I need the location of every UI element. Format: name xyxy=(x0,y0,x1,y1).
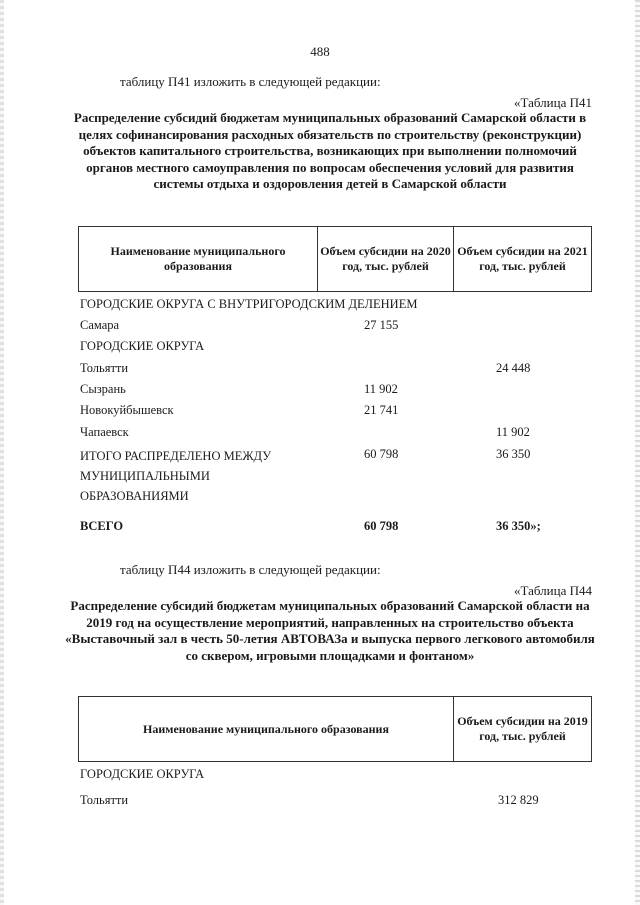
row-value-2019: 312 829 xyxy=(498,793,539,807)
row-name: Тольятти xyxy=(80,361,129,375)
header-2019: Объем субсидии на 2019 год, тыс. рублей xyxy=(453,697,591,761)
table-row xyxy=(80,792,128,808)
section2-table-header xyxy=(78,696,592,762)
row-name: Тольятти xyxy=(80,793,129,807)
section2-table-label: «Таблица П44 xyxy=(514,583,592,598)
row-name: ИТОГО РАСПРЕДЕЛЕНО МЕЖДУ МУНИЦИПАЛЬНЫМИ ОБРАЗОВАНИЯМИ xyxy=(80,449,272,503)
row-name: ГОРОДСКИЕ ОКРУГА С ВНУТРИГОРОДСКИМ ДЕЛЕНИЕМ xyxy=(80,297,418,311)
table-row xyxy=(80,402,174,418)
table-row xyxy=(80,766,204,782)
row-value-2021: 36 350 xyxy=(496,447,531,461)
scan-edge-left xyxy=(0,0,4,905)
row-value-2020: 21 741 xyxy=(364,403,399,417)
row-name: ВСЕГО xyxy=(80,519,124,533)
row-value-2020: 60 798 xyxy=(364,447,399,461)
table-row xyxy=(80,360,128,376)
header-2021: Объем субсидии на 2021 год, тыс. рублей xyxy=(453,227,591,291)
section2-intro: таблицу П44 изложить в следующей редакции: xyxy=(120,562,381,577)
table-row xyxy=(80,317,119,333)
row-value-2020: 11 902 xyxy=(364,382,398,396)
table-row-total xyxy=(80,518,123,534)
section1-intro: таблицу П41 изложить в следующей редакции: xyxy=(120,74,381,89)
table-row xyxy=(80,338,204,354)
row-name: Сызрань xyxy=(80,382,126,396)
table-row xyxy=(80,446,320,506)
row-name: ГОРОДСКИЕ ОКРУГА xyxy=(80,339,205,353)
page-number: 488 xyxy=(310,44,330,59)
row-value-2021: 24 448 xyxy=(496,361,531,375)
header-name: Наименование муниципального образования xyxy=(110,244,286,273)
table-row xyxy=(80,381,126,397)
header-2020: Объем субсидии на 2020 год, тыс. рублей xyxy=(317,227,453,291)
section1-table-header xyxy=(78,226,592,292)
table-row xyxy=(80,424,129,440)
row-name: Новокуйбышевск xyxy=(80,403,174,417)
row-value-2020: 60 798 xyxy=(364,519,399,533)
row-value-2020: 27 155 xyxy=(364,318,399,332)
section1-table-label: «Таблица П41 xyxy=(514,95,592,110)
row-value-2021: 11 902 xyxy=(496,425,530,439)
scan-edge-right xyxy=(635,0,640,905)
section1-heading: Распределение субсидий бюджетам муниципальных образований Самарской области в целях софинансирования расходных обязательств по строительству (реконструкции) объектов капитального строительства, возникающих при выполнении полномочий органов местного самоуправления по вопросам обеспечения условий для развития системы отдыха и оздоровления детей в Самарской области xyxy=(73,110,587,191)
row-value-2021: 36 350»; xyxy=(496,519,541,533)
header-name: Наименование муниципального образования xyxy=(143,721,389,736)
row-name: Чапаевск xyxy=(80,425,129,439)
row-name: Самара xyxy=(80,318,120,332)
section2-heading: Распределение субсидий бюджетам муниципальных образований Самарской области на 2019 год на осуществление мероприятий, направленных на строительство объекта «Выставочный зал в честь 50-летия АВТОВАЗа и выпуска первого легкового автомобиля со сквером, игровыми площадками и фонтаном» xyxy=(65,598,595,663)
table-row xyxy=(80,296,417,312)
row-name: ГОРОДСКИЕ ОКРУГА xyxy=(80,767,205,781)
